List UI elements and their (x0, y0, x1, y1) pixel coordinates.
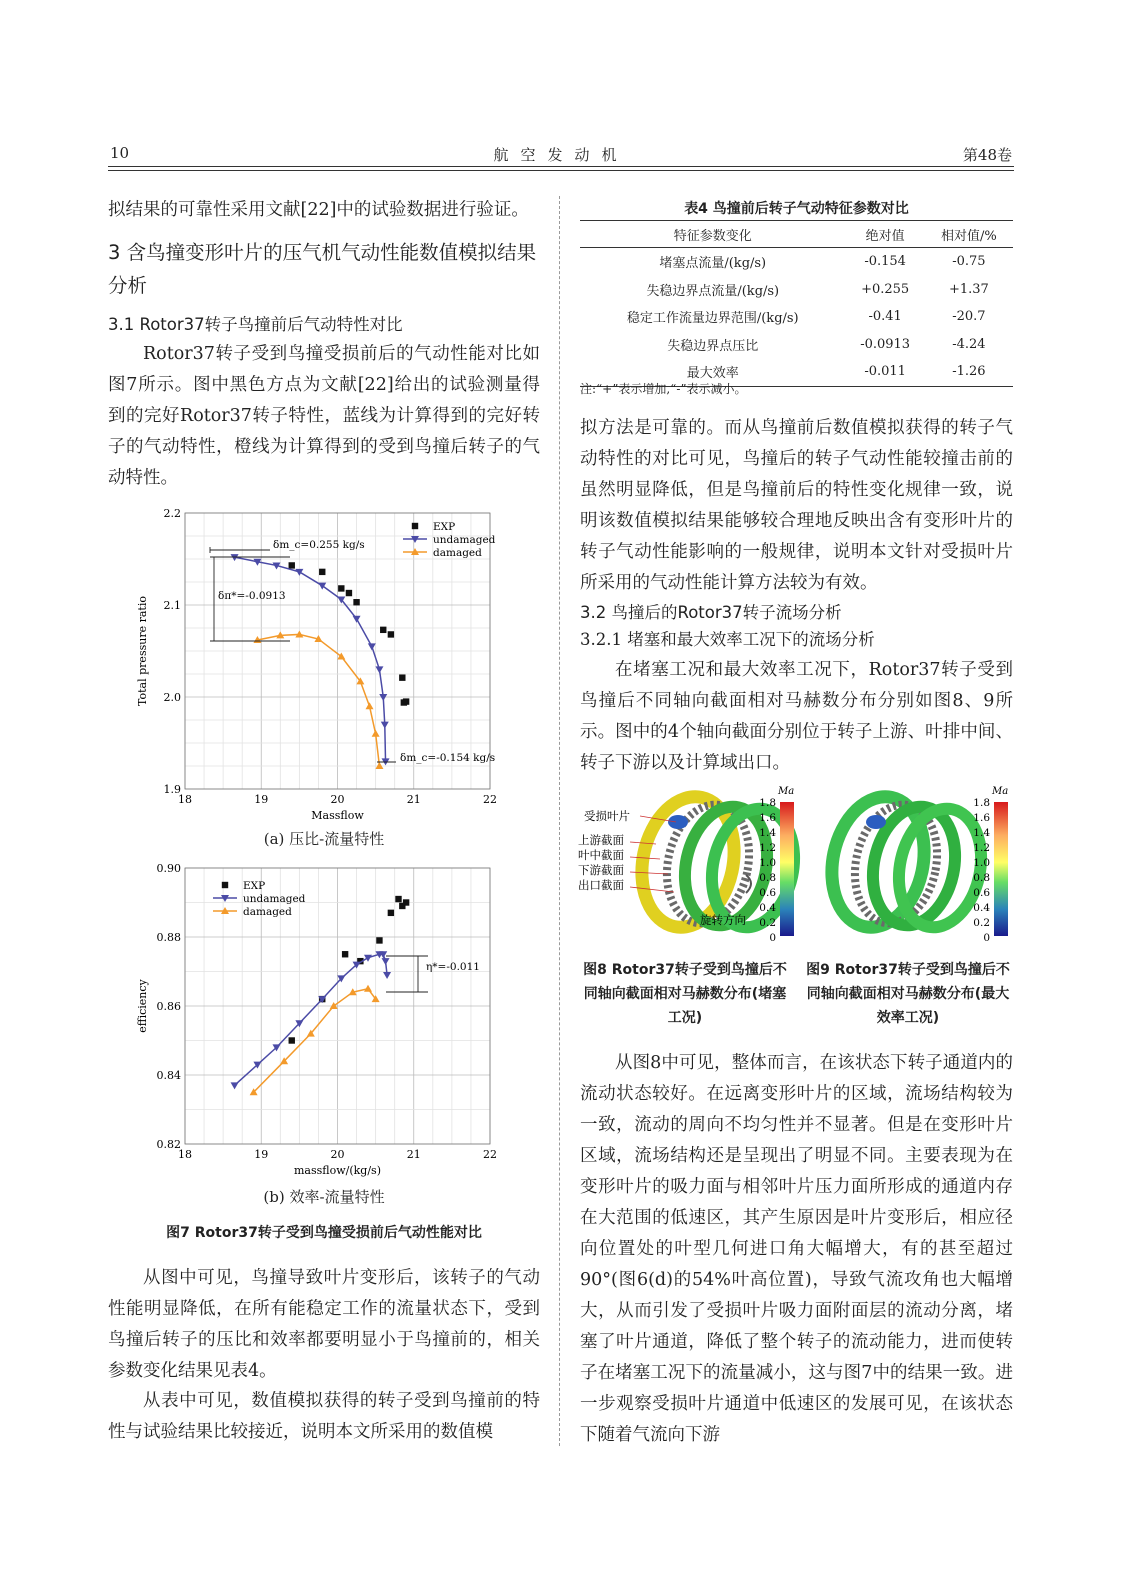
y-tick-label: 2.0 (163, 691, 181, 704)
y-tick-label: 2.1 (163, 599, 181, 612)
x-tick-label: 19 (254, 793, 269, 806)
colorbar-tick-label: 0.8 (973, 872, 990, 884)
exp-point (222, 882, 228, 888)
colorbar-tick-label: 1.4 (759, 827, 776, 839)
y-tick-label: 0.86 (156, 1000, 181, 1013)
colorbar-tick-label: 1.8 (973, 797, 990, 809)
paragraph: 从图中可见，鸟撞导致叶片变形后，该转子的气动性能明显降低，在所有能稳定工作的流量状态下，受到鸟撞后转子的压比和效率都要明显小于鸟撞前的，相关参数变化结果见表4。 (108, 1268, 540, 1381)
colorbar-tick-label: 0.6 (759, 887, 776, 899)
undamaged-point (231, 1082, 239, 1089)
undamaged-point (382, 958, 390, 965)
colorbar-tick-label: 0.2 (759, 917, 776, 929)
table-cell: -4.24 (952, 336, 986, 352)
label-damaged-blade: 受损叶片 (584, 809, 630, 823)
label-downstream-section: 下游截面 (578, 863, 624, 877)
legend-label: EXP (243, 880, 266, 892)
colorbar-tick-label: 1.0 (759, 857, 776, 869)
table-cell: 失稳边界点流量/(kg/s) (646, 283, 780, 299)
y-tick-label: 1.9 (163, 783, 181, 796)
exp-point (289, 562, 295, 568)
annotation-text: η*=-0.011 (426, 961, 480, 973)
series-EXP (289, 896, 410, 1044)
colorbar-tick-label: 0.4 (973, 902, 990, 914)
paragraph: 从图8中可见，整体而言，在该状态下转子通道内的流动状态较好。在远离变形叶片的区域，流场结构较为一致，流动的周向不均匀性并不显著。但是在变形叶片区域，流场结构还是呈现出了明显不同。主要表现为在变形叶片的吸力面与相邻叶片压力面所形成的通道内存在大范围的低速区，其产生原因是叶片变形后，相应径向位置处的叶型几何进口角大幅增大，有的甚至超过90°(图6(d)的54%叶高位置)，导致气流攻角也大幅增大，从而引发了受损叶片吸力面附面层的流动分离，堵塞了叶片通道，降低了整个转子的流动能力，进而使转子在堵塞工况下的流量减小，这与图7中的结果一致。进一步观察受损叶片通道中低速区的发展可见，在该状态下随着气流向下游 (580, 1053, 1013, 1445)
page-number: 10 (110, 144, 130, 162)
y-axis-label: Total pressure ratio (136, 596, 149, 706)
header-rule-thin (108, 170, 1014, 171)
colorbar-tick-label: 1.0 (973, 857, 990, 869)
annotation-text: δm_c=-0.154 kg/s (400, 752, 496, 764)
table-cell: 稳定工作流量边界范围/(kg/s) (626, 311, 799, 327)
label-upstream-section: 上游截面 (578, 833, 624, 847)
colorbar-tick-label: 1.6 (973, 812, 990, 824)
table-cell: 失稳边界点压比 (667, 338, 759, 354)
table-cell: -20.7 (952, 309, 986, 325)
figure-caption: 图7 Rotor37转子受到鸟撞受损前后气动性能对比 (166, 1225, 482, 1241)
undamaged-point (364, 955, 372, 962)
paragraph: 拟结果的可靠性采用文献[22]中的试验数据进行验证。 (108, 200, 529, 220)
annotation-text: δπ*=-0.0913 (218, 590, 286, 602)
table-row (580, 276, 1013, 304)
paragraph: 拟方法是可靠的。而从鸟撞前后数值模拟获得的转子气动特性的对比可见，鸟撞后的转子气动性能较撞击前的虽然明显降低，但是鸟撞前后的特性变化规律一致，说明该数值模拟结果能够较合理地反映出含有变形叶片的转子气动性能影响的一般规律，说明本文针对受损叶片所采用的气动性能计算方法较为有效。 (580, 418, 1013, 593)
legend (213, 880, 306, 918)
series-undamaged (231, 951, 392, 1089)
exp-point (403, 899, 409, 905)
paragraph: Rotor37转子受到鸟撞受损前后的气动性能对比如图7所示。图中黑色方点为文献[22]给出的试验测量得到的完好Rotor37转子特性，蓝线为计算得到的完好转子的气动特性，橙线为计算得到的受到鸟撞后转子的气动特性。 (108, 344, 540, 488)
table-cell: -0.75 (952, 254, 986, 270)
rotor-rings-illustration (820, 788, 991, 936)
column-divider (559, 196, 560, 1446)
figure-caption: 图9 Rotor37转子受到鸟撞后不同轴向截面相对马赫数分布(最大效率工况) (806, 962, 1010, 1026)
header-rule (108, 166, 1014, 167)
colorbar-tick-label: 0.4 (759, 902, 776, 914)
efficiency-chart (130, 860, 510, 1178)
colorbar-tick-label: 0 (983, 932, 990, 944)
x-tick-label: 22 (483, 1148, 497, 1161)
series-EXP (289, 562, 410, 705)
exp-point (338, 585, 344, 591)
exp-point (289, 1037, 295, 1043)
exp-point (401, 699, 407, 705)
exp-point (399, 674, 405, 680)
x-tick-label: 22 (483, 793, 497, 806)
colorbar-tick-label: 0 (769, 932, 776, 944)
table-cell: 堵塞点流量/(kg/s) (659, 256, 767, 272)
table-cell: -0.154 (864, 254, 906, 270)
exp-point (388, 910, 394, 916)
colorbar-title: Ma (992, 786, 1009, 797)
subsection-title: 3.2.1 堵塞和最大效率工况下的流场分析 (580, 630, 875, 649)
annotation-text: δm_c=0.255 kg/s (273, 539, 365, 551)
table-cell: -1.26 (925, 358, 1013, 386)
rotation-arrow-icon (746, 875, 751, 893)
exp-point (342, 951, 348, 957)
table-caption: 表4 鸟撞前后转子气动特征参数对比 (684, 201, 909, 217)
series-line (235, 557, 386, 761)
y-tick-label: 0.90 (156, 862, 181, 875)
table-cell: -0.41 (868, 309, 902, 325)
table-row (580, 248, 1013, 276)
table-header: 相对值/% (925, 221, 1013, 248)
table4 (580, 220, 1013, 387)
grid (185, 868, 490, 1144)
colorbar (994, 802, 1008, 936)
x-tick-label: 19 (254, 1148, 269, 1161)
figure-subcaption: (a) 压比-流量特性 (263, 830, 385, 848)
series-damaged (250, 985, 380, 1096)
x-tick-label: 20 (330, 1148, 345, 1161)
x-tick-label: 18 (178, 1148, 192, 1161)
label-mid-section: 叶中截面 (578, 848, 624, 862)
label-outlet-section: 出口截面 (578, 878, 624, 892)
colorbar-title: Ma (778, 786, 795, 797)
subsection-title: 3.2 鸟撞后的Rotor37转子流场分析 (580, 603, 842, 622)
colorbar-tick-label: 0.8 (759, 872, 776, 884)
exp-point (380, 627, 386, 633)
x-axis-label: Massflow (311, 809, 364, 822)
colorbar (780, 802, 794, 936)
undamaged-point (383, 972, 391, 979)
table-header: 绝对值 (846, 221, 925, 248)
y-tick-label: 2.2 (163, 507, 181, 520)
x-tick-label: 21 (406, 793, 421, 806)
colorbar-tick-label: 0.2 (973, 917, 990, 929)
colorbar-tick-label: 0.6 (973, 887, 990, 899)
label-rotation-direction: 旋转方向 (700, 913, 746, 927)
volume-label: 第48卷 (962, 146, 1012, 164)
table-cell: +1.37 (948, 281, 989, 297)
subsection-title: 3.1 Rotor37转子鸟撞前后气动特性对比 (108, 315, 403, 334)
table-cell: 最大效率 (580, 358, 846, 386)
exp-point (388, 631, 394, 637)
x-axis-label: massflow/(kg/s) (293, 1164, 382, 1177)
table-cell: +0.255 (861, 281, 910, 297)
exp-point (346, 590, 352, 596)
damaged-point (375, 762, 383, 769)
annotation (210, 557, 290, 641)
annotation (210, 539, 365, 553)
x-tick-label: 20 (330, 793, 345, 806)
colorbar-tick-label: 1.6 (759, 812, 776, 824)
y-tick-label: 0.84 (156, 1069, 181, 1082)
undamaged-point (381, 722, 389, 729)
y-axis-label: efficiency (136, 979, 149, 1033)
colorbar-tick-label: 1.8 (759, 797, 776, 809)
legend (403, 521, 496, 559)
table-row (580, 303, 1013, 331)
undamaged-point (353, 616, 361, 623)
paragraph: 从表中可见，数值模拟获得的转子受到鸟撞前的特性与试验结果比较接近，说明本文所采用的数值模 (108, 1391, 540, 1442)
legend-label: damaged (243, 906, 292, 918)
exp-point (395, 896, 401, 902)
y-tick-label: 0.82 (156, 1138, 181, 1151)
exp-point (412, 523, 418, 529)
legend-label: damaged (433, 547, 482, 559)
journal-title: 航空发动机 (493, 146, 629, 164)
legend-label: undamaged (433, 534, 496, 546)
table-cell: -0.0913 (860, 336, 911, 352)
section-title: 3 含鸟撞变形叶片的压气机气动性能数值模拟结果分析 (108, 241, 537, 297)
undamaged-point (368, 643, 376, 650)
series-undamaged (231, 554, 390, 765)
legend-label: EXP (433, 521, 456, 533)
table-note: 注:“+”表示增加,“-”表示减小。 (580, 382, 747, 396)
undamaged-point (295, 569, 303, 576)
exp-point (319, 569, 325, 575)
colorbar-tick-label: 1.2 (973, 842, 990, 854)
damaged-point (366, 702, 374, 709)
table-row (580, 331, 1013, 359)
x-tick-label: 18 (178, 793, 192, 806)
colorbar-tick-label: 1.4 (973, 827, 990, 839)
exp-point (353, 599, 359, 605)
pressure-ratio-chart (130, 505, 510, 823)
undamaged-point (375, 666, 383, 673)
figure-caption: 图8 Rotor37转子受到鸟撞后不同轴向截面相对马赫数分布(堵塞工况) (583, 962, 787, 1026)
damaged-point (364, 985, 372, 992)
damaged-point (372, 730, 380, 737)
undamaged-point (379, 694, 387, 701)
figure-subcaption: (b) 效率-流量特性 (263, 1188, 385, 1206)
legend-label: undamaged (243, 893, 306, 905)
table-cell: -0.011 (846, 358, 925, 386)
mach-contour-figure (578, 782, 1014, 952)
colorbar-tick-label: 1.2 (759, 842, 776, 854)
table-header: 特征参数变化 (580, 221, 846, 248)
exp-point (376, 937, 382, 943)
running-header (108, 142, 1014, 166)
x-tick-label: 21 (406, 1148, 421, 1161)
paragraph: 在堵塞工况和最大效率工况下，Rotor37转子受到鸟撞后不同轴向截面相对马赫数分布分别如图8、9所示。图中的4个轴向截面分别位于转子上游、叶排中间、转子下游以及计算域出口。 (580, 660, 1013, 773)
y-tick-label: 0.88 (156, 931, 181, 944)
